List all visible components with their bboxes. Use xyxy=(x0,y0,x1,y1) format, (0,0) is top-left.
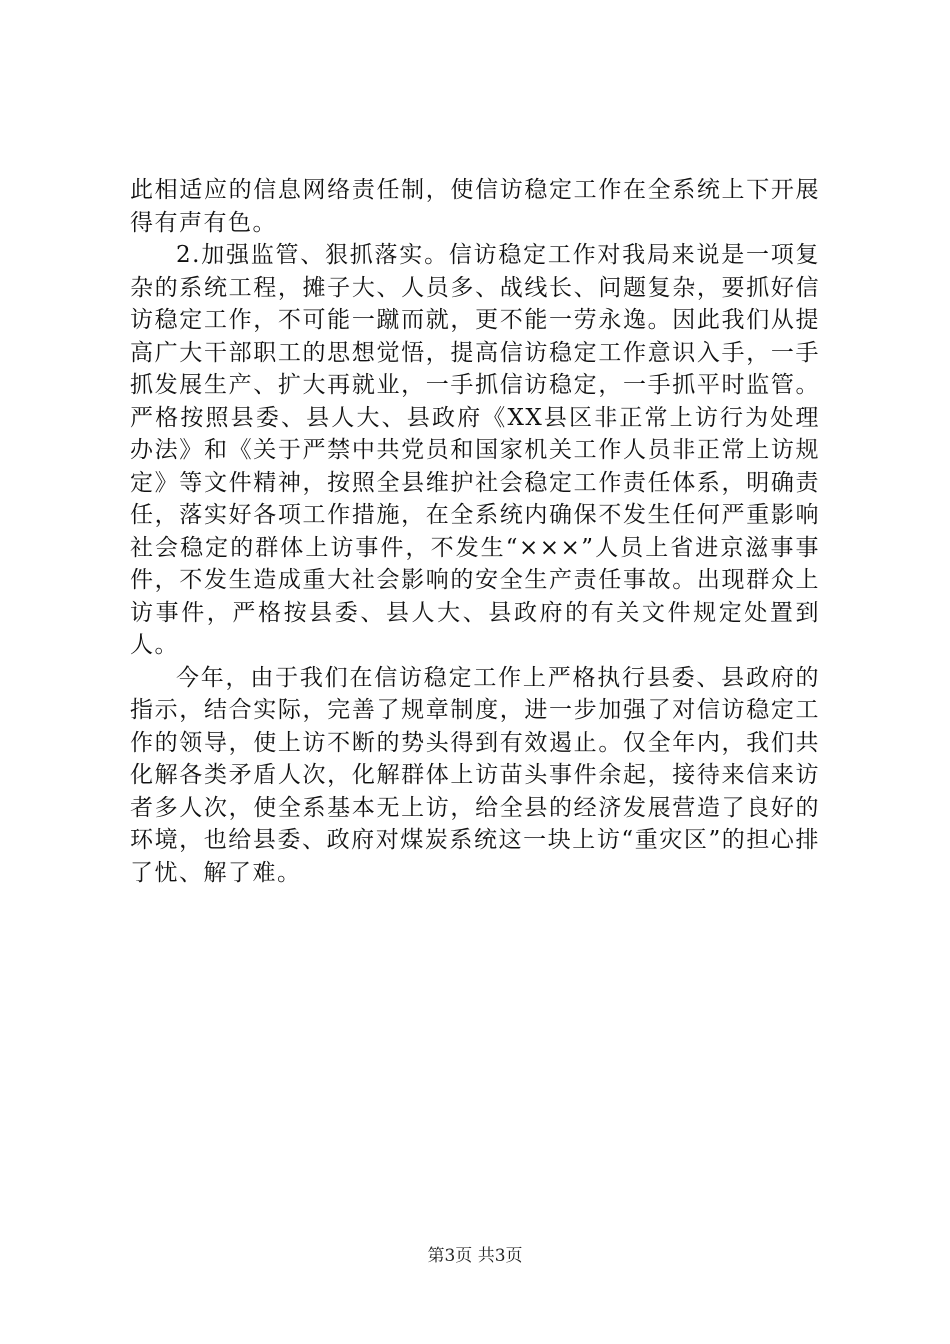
paragraph-this-year: 今年，由于我们在信访稳定工作上严格执行县委、县政府的指示，结合实际，完善了规章制度，进一步加强了对信访稳定工作的领导，使上访不断的势头得到有效遏止。仅全年内，我们共化解各类矛盾人次，化解群体上访苗头事件余起，接待来信来访者多人次，使全系基本无上访，给全县的经济发展营造了良好的环境，也给县委、政府对煤炭系统这一块上访“重灾区”的担心排了忧、解了难。 xyxy=(130,664,820,886)
document-body xyxy=(130,174,820,889)
paragraph-continuation: 此相适应的信息网络责任制，使信访稳定工作在全系统上下开展得有声有色。 xyxy=(130,177,820,236)
page-footer: 第3页 共3页 xyxy=(427,1246,523,1266)
paragraph-supervision: 2.加强监管、狠抓落实。信访稳定工作对我局来说是一项复杂的系统工程，摊子大、人员多、战线长、问题复杂，要抓好信访稳定工作，不可能一蹴而就，更不能一劳永逸。因此我们从提高广大干部职工的思想觉悟，提高信访稳定工作意识入手，一手抓发展生产、扩大再就业，一手抓信访稳定，一手抓平时监管。严格按照县委、县人大、县政府《XX县区非正常上访行为处理办法》和《关于严禁中共党员和国家机关工作人员非正常上访规定》等文件精神，按照全县维护社会稳定工作责任体系，明确责任，落实好各项工作措施，在全系统内确保不发生任何严重影响社会稳定的群体上访事件，不发生“×××”人员上省进京滋事事件，不发生造成重大社会影响的安全生产责任事故。出现群众上访事件，严格按县委、县人大、县政府的有关文件规定处置到人。 xyxy=(130,242,820,658)
